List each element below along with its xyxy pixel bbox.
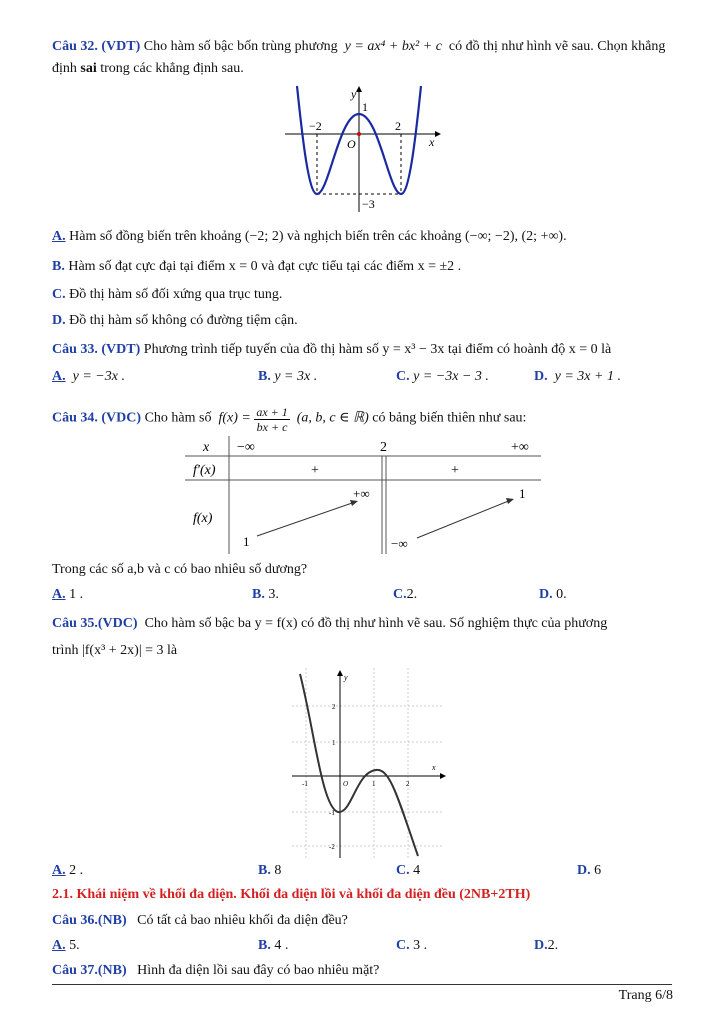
q32-label: Câu 32. (VDT) [52, 39, 141, 54]
q32-line2c: trong các khẳng định sau. [96, 61, 244, 76]
q32-option-d-text: Đồ thị hàm số không có đường tiệm cận. [69, 313, 298, 328]
q35-option-b-label: B. [258, 863, 271, 878]
q36-option-c [396, 937, 427, 955]
q34-variation-table [185, 436, 541, 554]
q36-text: Có tất cả bao nhiêu khối đa diện đều? [137, 913, 348, 928]
vt-x-label: x [203, 440, 210, 455]
q36-option-d [534, 937, 558, 955]
q32-line1 [52, 38, 665, 56]
section-heading: 2.1. Khái niệm về khối đa diện. Khối đa diện lồi và khối đa diện đều (2NB+2TH) [52, 887, 531, 902]
q35-option-c [396, 862, 420, 880]
q33-option-a [52, 368, 125, 386]
q37-text: Hình đa diện lồi sau đây có bao nhiêu mặt? [137, 963, 380, 978]
q35-tick-x1: 1 [372, 780, 376, 788]
vt-f-left-1: 1 [243, 534, 250, 549]
q33-line1 [52, 341, 611, 359]
q34-option-a-label: A. [52, 587, 66, 602]
q32-option-b-text: Hàm số đạt cực đại tại điểm x = 0 và đạt cực tiểu tại các điểm x = ±2 . [68, 259, 462, 274]
q36-option-b-label: B. [258, 938, 271, 953]
vt-fprime-label: f′(x) [193, 463, 216, 478]
q36-option-b [258, 937, 288, 955]
q33-option-b-text: y = 3x . [274, 369, 318, 384]
q32-text: Cho hàm số bậc bốn trùng phương [143, 39, 338, 54]
q32-option-a-text: Hàm số đồng biến trên khoảng (−2; 2) và nghịch biến trên các khoảng (−∞; −2), (2; +∞). [69, 229, 567, 244]
q34-condition: (a, b, c ∈ ℝ) [296, 410, 369, 426]
q33-option-a-text: y = −3x . [72, 369, 125, 384]
q35-tick-x2: 2 [406, 780, 410, 788]
page-number: Trang 6/8 [618, 988, 673, 1003]
q32-x-label: x [429, 135, 435, 149]
q33-option-a-label: A. [52, 369, 66, 384]
q32-y-label: y [351, 87, 357, 101]
q34-option-a-text: 1 . [65, 587, 84, 602]
q32-line2a: định [52, 61, 81, 76]
q35-tick-ym1: -1 [329, 809, 335, 817]
q32-line2 [52, 60, 244, 78]
q32-formula: y = ax⁴ + bx² + c [344, 39, 442, 54]
q35-tick-xm1: -1 [302, 780, 308, 788]
q34-option-c-label: C. [393, 587, 407, 602]
q33-option-c-label: C. [396, 369, 410, 384]
q35-line2-text: trình |f(x³ + 2x)| = 3 là [52, 643, 178, 658]
q34-fraction [254, 405, 289, 434]
vt-sign-2: + [451, 463, 459, 478]
q36-option-b-text: 4 . [270, 938, 289, 953]
q35-option-a-label: A. [52, 863, 66, 878]
vt-x-2: 2 [380, 440, 387, 455]
q34-option-b-text: 3. [264, 587, 279, 602]
q34-question-text: Trong các số a,b và c có bao nhiêu số dương? [52, 562, 308, 577]
q33-option-b [258, 368, 317, 386]
q34-option-d-text: 0. [552, 587, 567, 602]
q36-option-a [52, 937, 80, 955]
q35-graph [292, 668, 450, 858]
q35-option-d-text: 6 [590, 863, 602, 878]
q35-option-b-text: 8 [270, 863, 282, 878]
q33-option-c-text: y = −3x − 3 . [413, 369, 489, 384]
q32-tick-m3: −3 [362, 197, 375, 211]
q34-option-b [252, 586, 279, 604]
q35-tick-y1: 1 [332, 739, 336, 747]
q35-option-d-label: D. [577, 863, 591, 878]
q37-label: Câu 37.(NB) [52, 963, 127, 978]
footer-rule [52, 984, 672, 985]
q35-line2 [52, 642, 177, 660]
q32-option-d-label: D. [52, 313, 66, 328]
q32-tick-2: 2 [395, 119, 401, 133]
q32-option-d [52, 312, 298, 330]
q35-option-a [52, 862, 83, 880]
q34-option-c-text: 2. [406, 587, 418, 602]
q34-option-b-label: B. [252, 587, 265, 602]
q35-origin: O [343, 780, 349, 788]
q35-tick-y2: 2 [332, 703, 336, 711]
q35-option-a-text: 2 . [65, 863, 84, 878]
q37-line1 [52, 962, 379, 980]
q36-label: Câu 36.(NB) [52, 913, 127, 928]
q34-fx: f(x) = [218, 410, 251, 426]
q32-origin: O [347, 137, 356, 151]
q34-numerator: ax + 1 [256, 405, 288, 419]
q36-option-c-label: C. [396, 938, 410, 953]
vt-x-ninf: −∞ [237, 440, 255, 455]
q34-option-a [52, 586, 83, 604]
vt-f-label: f(x) [193, 511, 213, 526]
q32-option-c-text: Đồ thị hàm số đối xứng qua trục tung. [69, 287, 283, 302]
q33-option-b-label: B. [258, 369, 271, 384]
q36-option-d-text: 2. [547, 938, 559, 953]
q35-option-c-label: C. [396, 863, 410, 878]
q35-option-b [258, 862, 281, 880]
q32-option-b [52, 258, 461, 276]
q32-option-a [52, 228, 567, 246]
q34-label: Câu 34. (VDC) [52, 410, 142, 426]
q35-tick-ym2: -2 [329, 843, 335, 851]
q32-tick-1: 1 [362, 100, 368, 114]
q36-option-a-label: A. [52, 938, 66, 953]
q36-option-c-text: 3 . [409, 938, 428, 953]
q35-label: Câu 35.(VDC) [52, 616, 138, 631]
q34-denominator: bx + c [256, 420, 288, 434]
q36-line1 [52, 912, 348, 930]
vt-f-bot-ninf: −∞ [391, 536, 408, 551]
q32-option-c-label: C. [52, 287, 66, 302]
q32-tick-m2: −2 [309, 119, 322, 133]
q32-option-c [52, 286, 282, 304]
q34-option-d [539, 586, 567, 604]
q33-label: Câu 33. (VDT) [52, 342, 141, 357]
q32-sai: sai [80, 61, 97, 76]
vt-f-right-1: 1 [519, 486, 526, 501]
vt-sign-1: + [311, 463, 319, 478]
q34-option-d-label: D. [539, 587, 553, 602]
q33-option-d [534, 368, 621, 386]
q34-text2: có bảng biến thiên như sau: [372, 410, 527, 426]
q36-option-d-label: D. [534, 938, 548, 953]
q35-text: Cho hàm số bậc ba y = f(x) có đồ thị như hình vẽ sau. Số nghiệm thực của phương [144, 616, 608, 631]
q36-option-a-text: 5. [65, 938, 80, 953]
q35-option-d [577, 862, 601, 880]
q33-text: Phương trình tiếp tuyến của đồ thị hàm số y = x³ − 3x tại điểm có hoành độ x = 0 là [143, 342, 612, 357]
q35-option-c-text: 4 [409, 863, 421, 878]
q33-option-c [396, 368, 489, 386]
q33-option-d-label: D. [534, 369, 548, 384]
vt-f-top-pinf: +∞ [353, 486, 370, 501]
q35-line1 [52, 615, 607, 633]
q32-option-a-label: A. [52, 229, 66, 244]
q35-y-label: y [344, 673, 348, 682]
q32-option-b-label: B. [52, 259, 65, 274]
q32-graph [285, 84, 445, 216]
q34-option-c [393, 586, 417, 604]
q33-option-d-text: y = 3x + 1 . [554, 369, 621, 384]
q34-question [52, 561, 307, 579]
vt-x-pinf: +∞ [511, 440, 529, 455]
q34-text1: Cho hàm số [144, 410, 212, 426]
q35-x-label: x [432, 763, 436, 772]
q34-line1 [52, 404, 526, 433]
q32-text2: có đồ thị như hình vẽ sau. Chọn khẳng [448, 39, 666, 54]
